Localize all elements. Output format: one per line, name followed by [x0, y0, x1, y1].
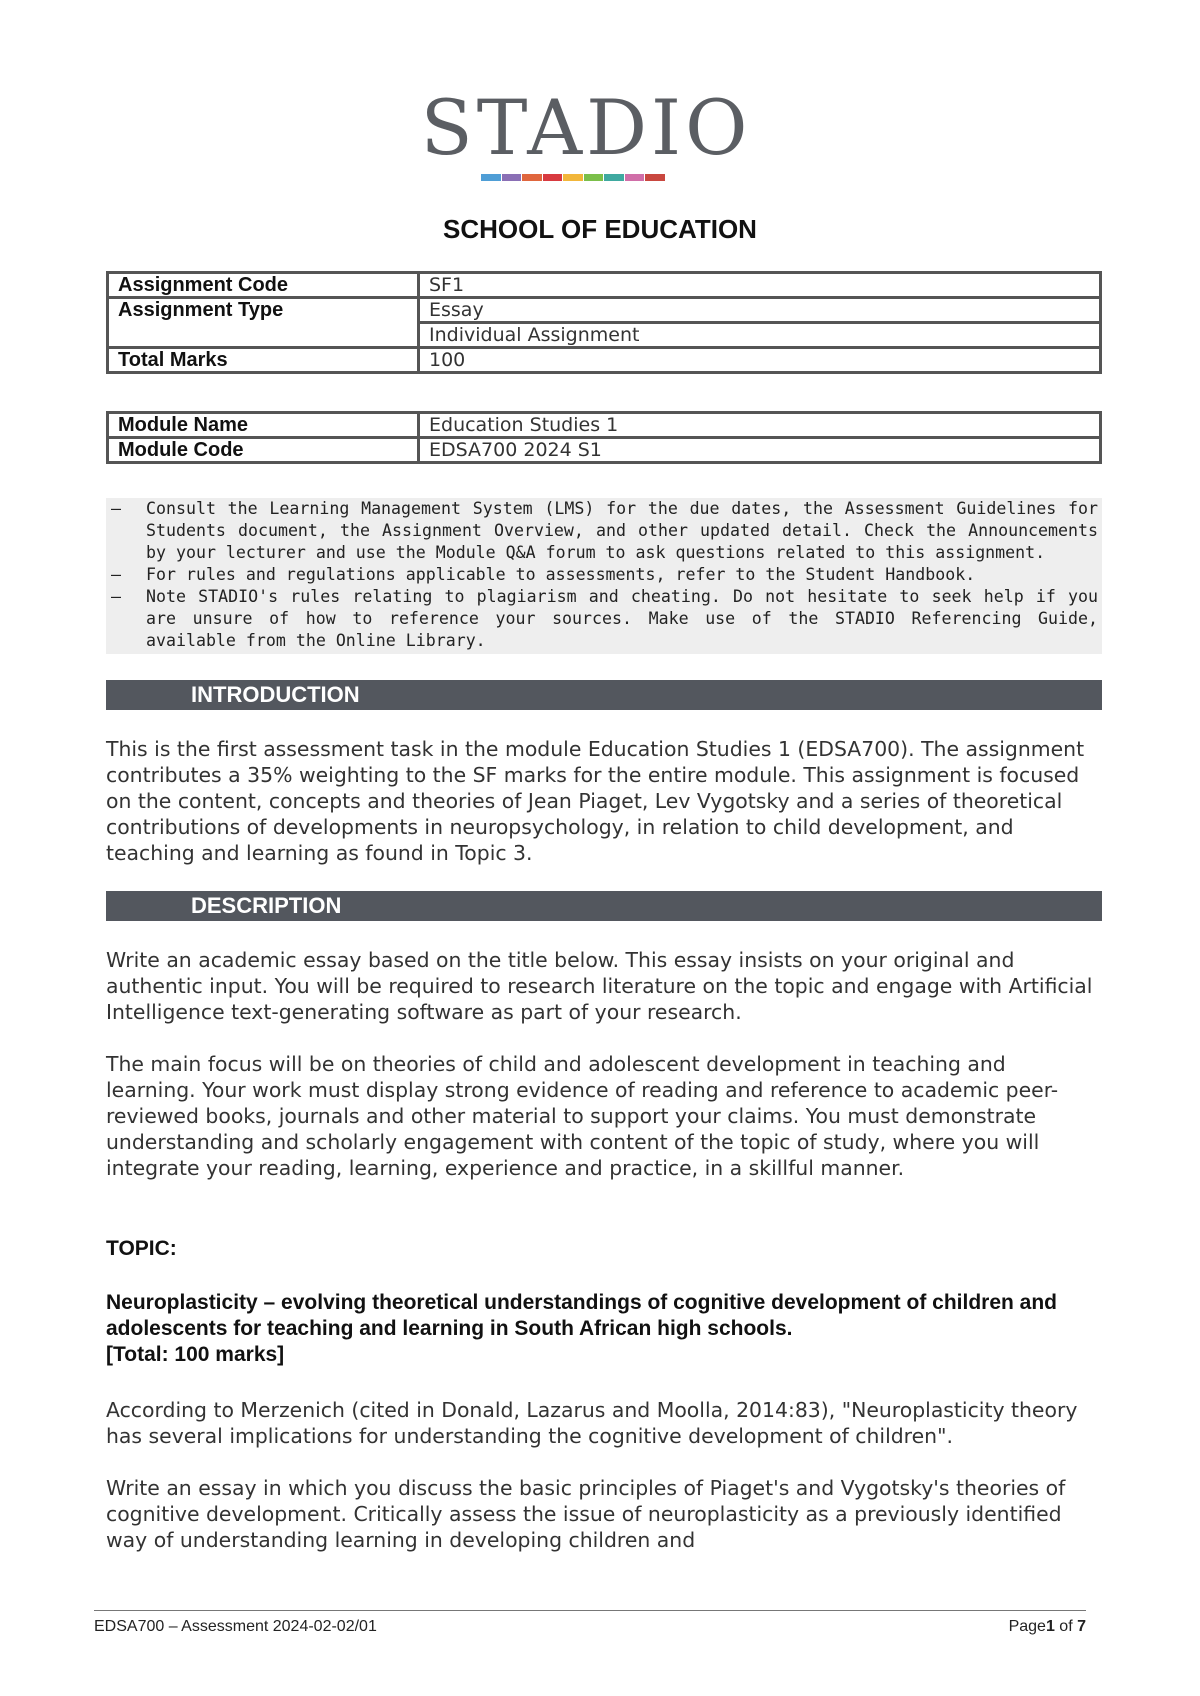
- assignment-code-label: Assignment Code: [108, 273, 419, 298]
- total-marks-value: 100: [419, 348, 1101, 373]
- module-code-value: EDSA700 2024 S1: [419, 438, 1101, 463]
- table-row: [108, 348, 1101, 373]
- stadio-logo: [405, 83, 767, 184]
- note-text: Note STADIO's rules relating to plagiarism and cheating. Do not hesitate to seek help if you are unsure of how to reference your sources. Make use of the STADIO Referencing Guide, available from the Online Library.: [146, 587, 1098, 650]
- introduction-heading: INTRODUCTION: [106, 680, 1102, 710]
- footer-document-code: EDSA700 – Assessment 2024-02-02/01: [94, 1618, 377, 1635]
- of-word: of: [1059, 1618, 1073, 1635]
- logo-color-segment: [604, 174, 624, 181]
- footer-page-number: [1009, 1618, 1086, 1636]
- instructions-box: [106, 498, 1102, 654]
- module-code-label: Module Code: [108, 438, 419, 463]
- note-text: For rules and regulations applicable to assessments, refer to the Student Handbook.: [146, 565, 976, 584]
- topic-label: TOPIC:: [106, 1237, 177, 1260]
- logo-color-segment: [481, 174, 501, 181]
- introduction-paragraph: This is the first assessment task in the module Education Studies 1 (EDSA700). The assignment contributes a 35% weighting to the SF marks for the entire module. This assignment is focused on the content, concepts and theories of Jean Piaget, Lev Vygotsky and a series of theoretical contributions of developments in neuropsychology, in relation to child development, and teaching and learning as found in Topic 3.: [106, 737, 1085, 865]
- footer-divider: [94, 1610, 1086, 1611]
- assignment-info-table: [106, 271, 1102, 374]
- page-total: 7: [1077, 1618, 1086, 1635]
- topic-title: [106, 1290, 1096, 1368]
- bullet-dash: –: [111, 499, 121, 518]
- logo-color-segment: [502, 174, 522, 181]
- list-item: [106, 498, 1102, 564]
- logo-color-segment: [563, 174, 583, 181]
- table-row: [108, 413, 1101, 438]
- description-paragraph-2: The main focus will be on theories of child and adolescent development in teaching and learning. Your work must display strong evidence of reading and reference to academic peer-reviewed books, journals and other material to support your claims. You must demonstrate understanding and scholarly engagement with content of the topic of study, where you will integrate your reading, learning, experience and practice, in a skillful manner.: [106, 1052, 1059, 1180]
- list-item: [106, 564, 1102, 586]
- bullet-dash: –: [111, 587, 121, 606]
- list-item: [106, 586, 1102, 652]
- logo-color-segment: [584, 174, 604, 181]
- logo-color-segment: [625, 174, 645, 181]
- page-word: Page: [1008, 1618, 1046, 1635]
- description-paragraph-1: Write an academic essay based on the title below. This essay insists on your original and authentic input. You will be required to research literature on the topic and engage with Artificial Intelligence text-generating software as part of your research.: [106, 948, 1093, 1024]
- table-row: [108, 438, 1101, 463]
- logo-color-segment: [522, 174, 542, 181]
- module-name-label: Module Name: [108, 413, 419, 438]
- logo-color-bar: [481, 174, 666, 181]
- assignment-type-value: Essay: [419, 298, 1101, 323]
- table-row: [108, 298, 1101, 323]
- page-title: SCHOOL OF EDUCATION: [443, 214, 757, 244]
- topic-title-text: Neuroplasticity – evolving theoretical understandings of cognitive development of children and adolescents for teaching and learning in South African high schools.: [106, 1291, 1057, 1340]
- topic-total-marks: [Total: 100 marks]: [106, 1343, 285, 1366]
- module-info-table: [106, 411, 1102, 464]
- quote-paragraph: According to Merzenich (cited in Donald, Lazarus and Moolla, 2014:83), "Neuroplasticity theory has several implications for understanding the cognitive development of children".: [106, 1398, 1078, 1448]
- page-current: 1: [1045, 1618, 1055, 1635]
- logo-wordmark: STADIO: [420, 83, 752, 172]
- logo-color-segment: [543, 174, 563, 181]
- assignment-mode-value: Individual Assignment: [419, 323, 1101, 348]
- logo-color-segment: [645, 174, 665, 181]
- note-text: Consult the Learning Management System (LMS) for the due dates, the Assessment Guidelines for Students document, the Assignment Overview, and other updated detail. Check the Announcements by your lecturer and use the Module Q&A forum to ask questions related to this assignment.: [146, 499, 1098, 562]
- essay-instruction-paragraph: Write an essay in which you discuss the basic principles of Piaget's and Vygotsky's theories of cognitive development. Critically assess the issue of neuroplasticity as a previously identified way of understanding learning in developing children and: [106, 1476, 1066, 1552]
- description-heading: DESCRIPTION: [106, 891, 1102, 921]
- module-name-value: Education Studies 1: [419, 413, 1101, 438]
- total-marks-label: Total Marks: [108, 348, 419, 373]
- table-row: [108, 273, 1101, 298]
- bullet-dash: –: [111, 565, 121, 584]
- assignment-type-label: Assignment Type: [108, 298, 419, 348]
- assignment-code-value: SF1: [419, 273, 1101, 298]
